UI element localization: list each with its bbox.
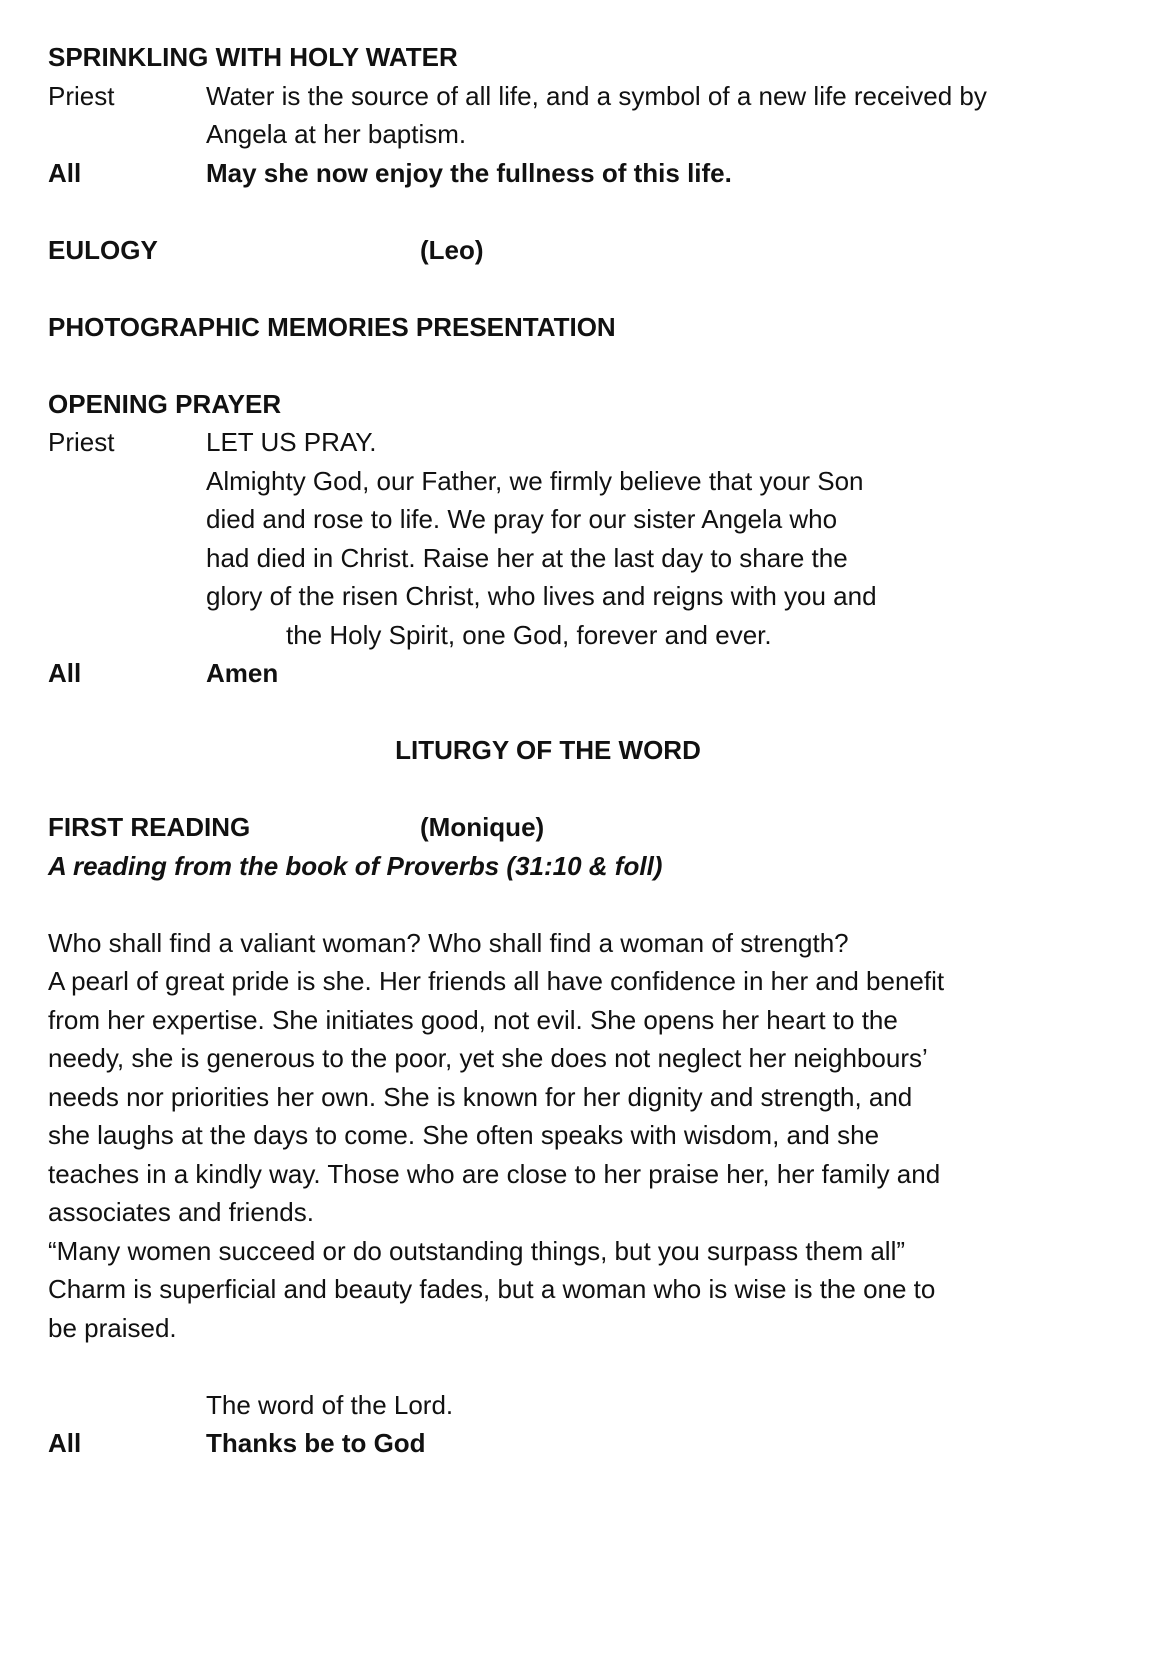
order-of-service-page <box>48 38 1118 1463</box>
reading-line: needs nor priorities her own. She is known for her dignity and strength, and <box>48 1081 913 1112</box>
prayer-line: had died in Christ. Raise her at the last day to share the <box>206 542 848 573</box>
reading-line: Charm is superficial and beauty fades, but a woman who is wise is the one to <box>48 1274 936 1304</box>
role-all: All <box>48 658 82 688</box>
reading-source: A reading from the book of Proverbs (31:10 & foll) <box>48 850 663 881</box>
reading-body <box>48 924 1118 1348</box>
reading-closing: The word of the Lord. <box>206 1389 454 1420</box>
liturgy-heading: LITURGY OF THE WORD <box>395 735 701 765</box>
role-all: All <box>48 157 82 188</box>
eulogy-heading: EULOGY <box>48 234 158 265</box>
eulogy-row <box>48 231 1118 270</box>
prayer-line: glory of the risen Christ, who lives and reigns with you and <box>206 581 877 611</box>
reading-line: be praised. <box>48 1312 177 1343</box>
role-priest: Priest <box>48 427 115 457</box>
first-reading-row <box>48 808 1118 847</box>
prayer-line: Almighty God, our Father, we firmly believe that your Son <box>206 465 864 496</box>
first-reading-reader: (Monique) <box>420 812 545 842</box>
sprinkling-priest-line: Angela at her baptism. <box>206 119 467 149</box>
sprinkling-priest-text <box>206 77 1118 154</box>
opening-prayer-text <box>206 423 1118 654</box>
reading-line: needy, she is generous to the poor, yet she does not neglect her neighbours’ <box>48 1043 928 1073</box>
closing-row <box>48 1386 1118 1425</box>
reading-line: A pearl of great pride is she. Her friends all have confidence in her and benefit <box>48 966 945 996</box>
reading-line: “Many women succeed or do outstanding things, but you surpass them all” <box>48 1235 906 1266</box>
photographic-heading: PHOTOGRAPHIC MEMORIES PRESENTATION <box>48 311 616 342</box>
sprinkling-heading: SPRINKLING WITH HOLY WATER <box>48 42 458 72</box>
role-all: All <box>48 1428 82 1458</box>
reading-all-row <box>48 1424 1118 1463</box>
first-reading-heading: FIRST READING <box>48 812 251 842</box>
prayer-line: LET US PRAY. <box>206 427 377 457</box>
opening-prayer-response: Amen <box>206 658 279 688</box>
reading-line: Who shall find a valiant woman? Who shall find a woman of strength? <box>48 927 849 958</box>
sprinkling-priest-row <box>48 77 1118 154</box>
reading-line: associates and friends. <box>48 1197 314 1227</box>
reading-line: teaches in a kindly way. Those who are close to her praise her, her family and <box>48 1158 941 1189</box>
sprinkling-all-row <box>48 154 1118 193</box>
opening-prayer-heading: OPENING PRAYER <box>48 388 282 419</box>
sprinkling-priest-line: Water is the source of all life, and a symbol of a new life received by <box>206 80 987 111</box>
opening-prayer-priest-row <box>48 423 1118 654</box>
prayer-line: the Holy Spirit, one God, forever and ever. <box>286 619 772 650</box>
prayer-line: died and rose to life. We pray for our sister Angela who <box>206 504 838 534</box>
role-priest: Priest <box>48 80 115 111</box>
eulogy-reader: (Leo) <box>420 234 484 265</box>
reading-line: she laughs at the days to come. She often speaks with wisdom, and she <box>48 1120 880 1150</box>
opening-prayer-all-row <box>48 654 1118 693</box>
sprinkling-all-text: May she now enjoy the fullness of this life. <box>206 157 732 188</box>
reading-line: from her expertise. She initiates good, not evil. She opens her heart to the <box>48 1004 898 1035</box>
reading-response: Thanks be to God <box>206 1428 426 1458</box>
